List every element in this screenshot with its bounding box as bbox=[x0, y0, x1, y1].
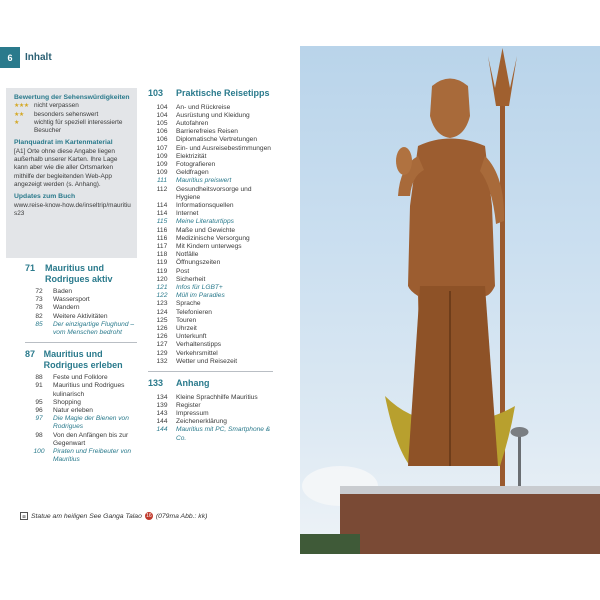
entry-page: 111 bbox=[156, 177, 168, 185]
section-heading[interactable] bbox=[148, 88, 273, 99]
rating-label: wichtig für speziell interessierte Besucher bbox=[34, 118, 123, 135]
entry-page: 143 bbox=[156, 409, 168, 417]
toc-entry-box[interactable] bbox=[25, 448, 137, 464]
entry-title: Maße und Gewichte bbox=[176, 226, 236, 234]
toc-entry[interactable] bbox=[148, 410, 273, 418]
toc-entry-box[interactable] bbox=[25, 415, 137, 431]
toc-entry[interactable] bbox=[148, 161, 273, 169]
entry-title: Die Magie der Bienen von Rodrigues bbox=[53, 415, 129, 431]
section-page: 87 bbox=[25, 349, 36, 360]
entry-title: Feste und Folklore bbox=[53, 374, 108, 382]
toc-entry-box[interactable] bbox=[148, 292, 273, 300]
entry-title: Öffnungszeiten bbox=[176, 259, 221, 267]
toc-entry[interactable] bbox=[148, 358, 273, 366]
entry-page: 125 bbox=[156, 316, 168, 324]
entry-page: 119 bbox=[156, 267, 168, 275]
toc-entry[interactable] bbox=[148, 333, 273, 341]
entry-title: Internet bbox=[176, 210, 199, 218]
entry-title: Barrierefreies Reisen bbox=[176, 128, 238, 136]
toc-entry[interactable] bbox=[148, 136, 273, 144]
entry-title: Informationsquellen bbox=[176, 201, 234, 209]
toc-entry[interactable] bbox=[25, 399, 137, 407]
entry-title: Zeichenerklärung bbox=[176, 418, 227, 426]
entry-title: Verhaltenstipps bbox=[176, 341, 222, 349]
entry-title: Wandern bbox=[53, 304, 80, 312]
entry-title: Müll im Paradies bbox=[176, 292, 225, 300]
entry-page: 100 bbox=[33, 448, 45, 456]
entry-title: Wetter und Reisezeit bbox=[176, 357, 238, 365]
entry-page: 85 bbox=[35, 320, 43, 328]
entry-page: 127 bbox=[156, 341, 168, 349]
entry-page: 109 bbox=[156, 152, 168, 160]
section-page: 71 bbox=[25, 263, 36, 273]
toc-entry-box[interactable] bbox=[148, 426, 273, 442]
toc-entry[interactable] bbox=[148, 202, 273, 210]
section-title: Anhang bbox=[176, 378, 210, 388]
entry-page: 124 bbox=[156, 308, 168, 316]
entry-title: Mauritius mit PC, Smartphone & Co. bbox=[176, 426, 271, 442]
statue-photo bbox=[300, 46, 600, 554]
rating-row bbox=[14, 102, 131, 110]
entry-page: 104 bbox=[156, 103, 168, 111]
map-marker-badge: 16 bbox=[146, 513, 152, 519]
entry-page: 120 bbox=[156, 275, 168, 283]
entry-title: Wassersport bbox=[53, 296, 90, 304]
entry-page: 107 bbox=[156, 144, 168, 152]
entry-page: 91 bbox=[35, 382, 43, 390]
entry-title: Mauritius preiswert bbox=[176, 177, 232, 185]
toc-entry[interactable] bbox=[148, 276, 273, 284]
entry-page: 134 bbox=[156, 393, 168, 401]
entry-title: Kleine Sprachhilfe Mauritius bbox=[176, 393, 258, 401]
entry-page: 126 bbox=[156, 333, 168, 341]
entry-title: Infos für LGBT+ bbox=[176, 283, 223, 291]
entry-title: Register bbox=[176, 401, 201, 409]
toc-entry[interactable] bbox=[148, 309, 273, 317]
toc-entry[interactable] bbox=[148, 153, 273, 161]
entry-title: Ein- und Ausreisebestimmungen bbox=[176, 144, 271, 152]
entry-title: Ausrüstung und Kleidung bbox=[176, 111, 250, 119]
section-heading[interactable] bbox=[25, 349, 137, 370]
entry-title: Touren bbox=[176, 316, 197, 324]
entry-title: Von den Anfängen bis zur Gegenwart bbox=[53, 431, 129, 447]
page-header bbox=[0, 47, 200, 68]
entry-page: 139 bbox=[156, 401, 168, 409]
grid-heading: Planquadrat im Kartenmaterial bbox=[14, 139, 113, 147]
rating-row bbox=[14, 119, 131, 136]
entry-page: 78 bbox=[35, 304, 43, 312]
entry-page: 112 bbox=[156, 185, 168, 193]
entry-title: Diplomatische Vertretungen bbox=[176, 136, 258, 144]
entry-title: Piraten und Freibeuter von Mauritius bbox=[53, 448, 132, 464]
three-star-icon: ★★★ bbox=[14, 103, 29, 110]
caption-credit: (079ma Abb.: kk) bbox=[155, 512, 208, 520]
section-title: Praktische Reisetipps bbox=[176, 88, 270, 98]
entry-page: 98 bbox=[35, 431, 43, 439]
entry-page: 121 bbox=[156, 283, 168, 291]
entry-page: 129 bbox=[156, 349, 168, 357]
entry-page: 97 bbox=[35, 415, 43, 423]
entry-page: 144 bbox=[156, 426, 168, 434]
entry-title: Geldfragen bbox=[176, 169, 209, 177]
entry-title: Medizinische Versorgung bbox=[176, 234, 250, 242]
entry-page: 109 bbox=[156, 169, 168, 177]
toc-entry[interactable] bbox=[148, 112, 273, 120]
toc-entry[interactable] bbox=[148, 186, 273, 202]
entry-page: 105 bbox=[156, 119, 168, 127]
one-star-icon: ★ bbox=[14, 119, 19, 126]
toc-entry[interactable] bbox=[148, 341, 273, 349]
entry-page: 115 bbox=[156, 218, 168, 226]
rating-row bbox=[14, 111, 131, 119]
entry-page: 72 bbox=[35, 288, 43, 295]
caption-text: Statue am heiligen See Ganga Talao bbox=[31, 512, 142, 520]
toc-entry[interactable] bbox=[148, 227, 273, 235]
entry-title: Post bbox=[176, 267, 190, 275]
page-title: Inhalt bbox=[25, 52, 52, 63]
entry-page: 126 bbox=[156, 324, 168, 332]
toc-entry[interactable] bbox=[25, 382, 137, 398]
entry-page: 132 bbox=[156, 357, 168, 365]
entry-page: 104 bbox=[156, 111, 168, 119]
entry-page: 119 bbox=[156, 259, 168, 267]
toc-entry[interactable] bbox=[148, 259, 273, 267]
toc-entry-box[interactable] bbox=[148, 218, 273, 226]
section-heading[interactable] bbox=[25, 263, 137, 284]
entry-title: Elektrizität bbox=[176, 152, 207, 160]
toc-entry-box[interactable] bbox=[25, 321, 137, 337]
toc-entry[interactable] bbox=[148, 317, 273, 325]
entry-title: Fotografieren bbox=[176, 160, 216, 168]
entry-title: Baden bbox=[53, 288, 73, 295]
entry-page: 118 bbox=[156, 251, 168, 259]
entry-title: Unterkunft bbox=[176, 333, 207, 341]
divider bbox=[25, 342, 137, 343]
toc-entry[interactable] bbox=[25, 407, 137, 415]
toc-entry[interactable] bbox=[148, 394, 273, 402]
toc-entry-box[interactable] bbox=[148, 284, 273, 292]
entry-title: Gesundheitsvorsorge und Hygiene bbox=[176, 185, 252, 201]
divider bbox=[148, 371, 273, 372]
section-title: Mauritius und Rodrigues erleben bbox=[43, 349, 123, 370]
entry-title: Der einzigartige Flughund – vom Menschen bedroht bbox=[53, 320, 135, 337]
toc-entry[interactable] bbox=[148, 268, 273, 276]
toc-entry[interactable] bbox=[148, 350, 273, 358]
entry-page: 73 bbox=[35, 296, 43, 304]
entry-title: Notfälle bbox=[176, 251, 199, 259]
entry-title: Uhrzeit bbox=[176, 324, 197, 332]
entry-title: An- und Rückreise bbox=[176, 103, 231, 111]
section-page: 133 bbox=[148, 378, 164, 388]
entry-title: Sicherheit bbox=[176, 275, 206, 283]
entry-page: 144 bbox=[156, 418, 168, 426]
entry-page: 122 bbox=[156, 292, 168, 300]
entry-page: 106 bbox=[156, 136, 168, 144]
entry-page: 123 bbox=[156, 300, 168, 308]
entry-page: 95 bbox=[35, 398, 43, 406]
toc-entry[interactable] bbox=[148, 235, 273, 243]
toc-entry[interactable] bbox=[25, 288, 137, 296]
toc-entry[interactable] bbox=[25, 296, 137, 304]
entry-page: 116 bbox=[156, 226, 168, 234]
rating-heading: Bewertung der Sehenswürdigkeiten bbox=[14, 94, 130, 101]
toc-entry[interactable] bbox=[148, 418, 273, 426]
toc-left-column bbox=[25, 263, 137, 464]
toc-entry[interactable] bbox=[148, 169, 273, 177]
toc-entry[interactable] bbox=[148, 243, 273, 251]
toc-right-column bbox=[148, 88, 273, 443]
toc-entry[interactable] bbox=[148, 402, 273, 410]
toc-entry[interactable] bbox=[25, 374, 137, 382]
toc-entry[interactable] bbox=[148, 300, 273, 308]
grid-text: [A1] Orte ohne diese Angabe liegen außerhalb unserer Karten. Ihre Lage kann aber wie die aller Ortsmarken mithilfe der begleitenden Web-App angezeigt werden (s. Anhang). bbox=[14, 147, 118, 188]
toc-entry[interactable] bbox=[148, 128, 273, 136]
entry-title: Telefonieren bbox=[176, 308, 212, 316]
updates-link[interactable]: www.reise-know-how.de/inseltrip/mauritius23 bbox=[14, 201, 131, 217]
entry-page: 116 bbox=[156, 234, 168, 242]
legend-infobox bbox=[6, 88, 137, 258]
toc-entry[interactable] bbox=[25, 313, 137, 321]
entry-title: Shopping bbox=[53, 398, 81, 406]
rating-label: besonders sehenswert bbox=[34, 110, 99, 118]
entry-page: 117 bbox=[156, 242, 168, 250]
entry-page: 109 bbox=[156, 160, 168, 168]
entry-page: 114 bbox=[156, 201, 168, 209]
toc-entry[interactable] bbox=[148, 104, 273, 112]
entry-title: Natur erleben bbox=[53, 407, 93, 415]
entry-page: 114 bbox=[156, 210, 168, 218]
rating-label: nicht verpassen bbox=[34, 102, 79, 110]
toc-entry[interactable] bbox=[25, 432, 137, 448]
toc-entry[interactable] bbox=[148, 210, 273, 218]
section-heading[interactable] bbox=[148, 378, 273, 389]
entry-title: Autofahren bbox=[176, 119, 209, 127]
updates-heading: Updates zum Buch bbox=[14, 193, 76, 201]
page-number: 6 bbox=[0, 47, 20, 68]
entry-title: Verkehrsmittel bbox=[176, 349, 218, 357]
toc-entry[interactable] bbox=[148, 145, 273, 153]
section-page: 103 bbox=[148, 88, 164, 98]
entry-title: Mit Kindern unterwegs bbox=[176, 242, 242, 250]
toc-entry-box[interactable] bbox=[148, 177, 273, 185]
entry-page: 96 bbox=[35, 407, 43, 415]
entry-title: Mauritius und Rodrigues kulinarisch bbox=[53, 382, 125, 398]
entry-title: Sprache bbox=[176, 300, 201, 308]
entry-page: 106 bbox=[156, 128, 168, 136]
section-title: Mauritius und Rodrigues aktiv bbox=[44, 263, 113, 284]
shiva-statue-illustration bbox=[300, 46, 600, 554]
toc-entry[interactable] bbox=[148, 120, 273, 128]
entry-page: 82 bbox=[35, 312, 43, 320]
toc-entry[interactable] bbox=[25, 304, 137, 312]
toc-entry[interactable] bbox=[148, 325, 273, 333]
entry-title: Meine Literaturtipps bbox=[176, 218, 234, 226]
caption-box-icon: ⊠ bbox=[20, 512, 28, 520]
entry-page: 88 bbox=[35, 374, 43, 382]
photo-caption bbox=[20, 512, 207, 520]
entry-title: Impressum bbox=[176, 409, 209, 417]
entry-title: Weitere Aktivitäten bbox=[53, 312, 108, 320]
two-star-icon: ★★ bbox=[14, 111, 24, 118]
